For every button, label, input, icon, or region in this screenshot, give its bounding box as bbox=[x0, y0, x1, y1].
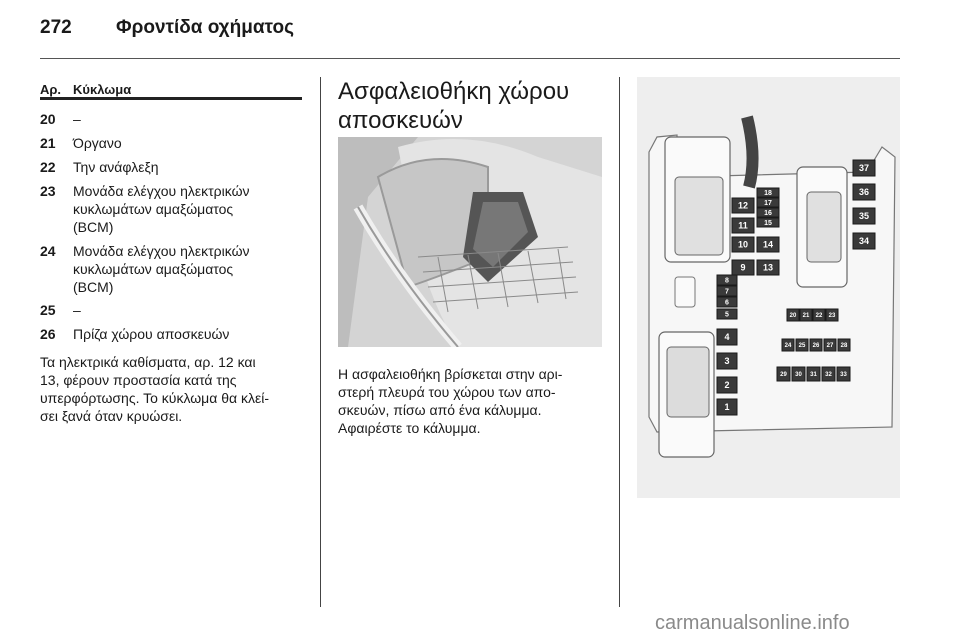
fuse-number: 20 bbox=[40, 111, 56, 127]
fuse-label: 28 bbox=[840, 343, 848, 350]
fuse-label: 13 bbox=[762, 262, 774, 273]
table-header-no: Αρ. bbox=[40, 82, 62, 97]
circuit-name: Μονάδα ελέγχου ηλεκτρικών κυκλωμάτων αμαξώματος (BCM) bbox=[73, 243, 250, 295]
fuse-22 bbox=[813, 309, 825, 321]
section-body: Η ασφαλειοθήκη βρίσκεται στην αρι- στερή πλευρά του χώρου των απο- σκευών, πίσω από ένα κάλυμμα. Αφαιρέστε το κάλυμμα. bbox=[338, 366, 563, 436]
fuse-28 bbox=[838, 339, 850, 351]
fuse-label: 34 bbox=[858, 236, 870, 247]
fuse-label: 9 bbox=[740, 262, 746, 273]
fuse-label: 27 bbox=[826, 343, 834, 350]
fuse-label: 1 bbox=[724, 402, 730, 413]
fuse-27 bbox=[824, 339, 836, 351]
fuse-box-illustration bbox=[637, 77, 900, 498]
fuse-8 bbox=[717, 275, 737, 285]
fuse-label: 24 bbox=[784, 343, 792, 350]
circuit-name: – bbox=[73, 111, 81, 127]
fuse-32 bbox=[822, 367, 835, 381]
fuse-label: 35 bbox=[858, 211, 870, 222]
fuse-label: 7 bbox=[725, 288, 729, 296]
fuse-20 bbox=[787, 309, 799, 321]
fuse-label: 12 bbox=[737, 200, 749, 211]
column-divider-1 bbox=[320, 77, 321, 607]
fuse-7 bbox=[717, 286, 737, 296]
fuse-14 bbox=[757, 237, 779, 252]
fuse-16 bbox=[757, 208, 779, 217]
fuse-label: 30 bbox=[795, 372, 802, 379]
fuse-label: 23 bbox=[828, 313, 836, 320]
fuse-24 bbox=[782, 339, 794, 351]
fuse-6 bbox=[717, 297, 737, 307]
fuse-label: 10 bbox=[737, 239, 749, 250]
chapter-title: Φροντίδα οχήματος bbox=[116, 17, 294, 38]
circuit-name: Όργανο bbox=[73, 135, 122, 151]
fuse-label: 31 bbox=[810, 372, 817, 379]
fuse-1 bbox=[717, 399, 737, 415]
fuse-3 bbox=[717, 353, 737, 369]
fuse-17 bbox=[757, 198, 779, 207]
page-number: 272 bbox=[40, 17, 72, 38]
fuse-25 bbox=[796, 339, 808, 351]
circuit-name: Πρίζα χώρου αποσκευών bbox=[73, 326, 230, 342]
circuit-name: Την ανάφλεξη bbox=[73, 159, 159, 175]
fuse-label: 8 bbox=[725, 277, 729, 285]
fuse-21 bbox=[800, 309, 812, 321]
fuse-label: 18 bbox=[764, 190, 772, 198]
fuse-13 bbox=[757, 260, 779, 275]
fuse-34 bbox=[853, 233, 875, 249]
fuse-label: 36 bbox=[858, 187, 870, 198]
fuse-label: 25 bbox=[798, 343, 806, 350]
fuse-label: 21 bbox=[802, 313, 810, 320]
fuse-9 bbox=[732, 260, 754, 275]
section-title: Ασφαλειοθήκη χώρου αποσκευών bbox=[338, 78, 570, 134]
fuse-number: 24 bbox=[40, 243, 56, 259]
header-divider bbox=[40, 58, 900, 59]
fuse-10 bbox=[732, 237, 754, 252]
fuse-2 bbox=[717, 377, 737, 393]
fuse-label: 29 bbox=[780, 372, 787, 379]
fuse-5 bbox=[717, 309, 737, 319]
fuse-30 bbox=[792, 367, 805, 381]
circuit-name: – bbox=[73, 302, 81, 318]
fuse-label: 6 bbox=[725, 299, 729, 307]
fuse-label: 2 bbox=[724, 380, 730, 391]
trunk-cover-illustration bbox=[338, 137, 602, 347]
column-divider-2 bbox=[619, 77, 620, 607]
fuse-label: 15 bbox=[764, 220, 772, 228]
fuse-label: 17 bbox=[764, 200, 772, 208]
table-header-rule bbox=[40, 97, 302, 100]
fuse-33 bbox=[837, 367, 850, 381]
fuse-number: 26 bbox=[40, 326, 56, 342]
fuse-label: 20 bbox=[789, 313, 797, 320]
fuse-label: 5 bbox=[725, 311, 729, 319]
fuse-36 bbox=[853, 184, 875, 200]
fuse-12 bbox=[732, 198, 754, 213]
fuse-label: 32 bbox=[825, 372, 832, 379]
trunk-photo bbox=[338, 137, 602, 347]
fuse-number: 21 bbox=[40, 135, 56, 151]
fuse-26 bbox=[810, 339, 822, 351]
fuse-label: 4 bbox=[724, 332, 730, 343]
fuse-number: 23 bbox=[40, 183, 56, 199]
fuse-label: 16 bbox=[764, 210, 772, 218]
fuse-label: 3 bbox=[724, 356, 730, 367]
fuse-label: 22 bbox=[815, 313, 823, 320]
overload-note: Τα ηλεκτρικά καθίσματα, αρ. 12 και 13, φέρουν προστασία κατά της υπερφόρτωσης. Το κύκλωμα θα κλεί- σει ξανά όταν κρυώσει. bbox=[40, 354, 270, 424]
fuse-18 bbox=[757, 188, 779, 197]
fuse-label: 26 bbox=[812, 343, 820, 350]
watermark: carmanualsonline.info bbox=[655, 612, 850, 634]
fuse-31 bbox=[807, 367, 820, 381]
circuit-name: Μονάδα ελέγχου ηλεκτρικών κυκλωμάτων αμαξώματος (BCM) bbox=[73, 183, 250, 235]
fuse-number: 25 bbox=[40, 302, 56, 318]
fuse-label: 14 bbox=[762, 239, 774, 250]
fuse-37 bbox=[853, 160, 875, 176]
fuse-29 bbox=[777, 367, 790, 381]
fuse-15 bbox=[757, 218, 779, 227]
fuse-label: 33 bbox=[840, 372, 847, 379]
fuse-23 bbox=[826, 309, 838, 321]
table-header-circuit: Κύκλωμα bbox=[73, 82, 132, 97]
fuse-box-diagram bbox=[637, 77, 900, 498]
fuse-11 bbox=[732, 218, 754, 233]
fuse-35 bbox=[853, 208, 875, 224]
fuse-label: 11 bbox=[738, 220, 748, 231]
fuse-4 bbox=[717, 329, 737, 345]
fuse-number: 22 bbox=[40, 159, 56, 175]
fuse-label: 37 bbox=[858, 163, 870, 174]
